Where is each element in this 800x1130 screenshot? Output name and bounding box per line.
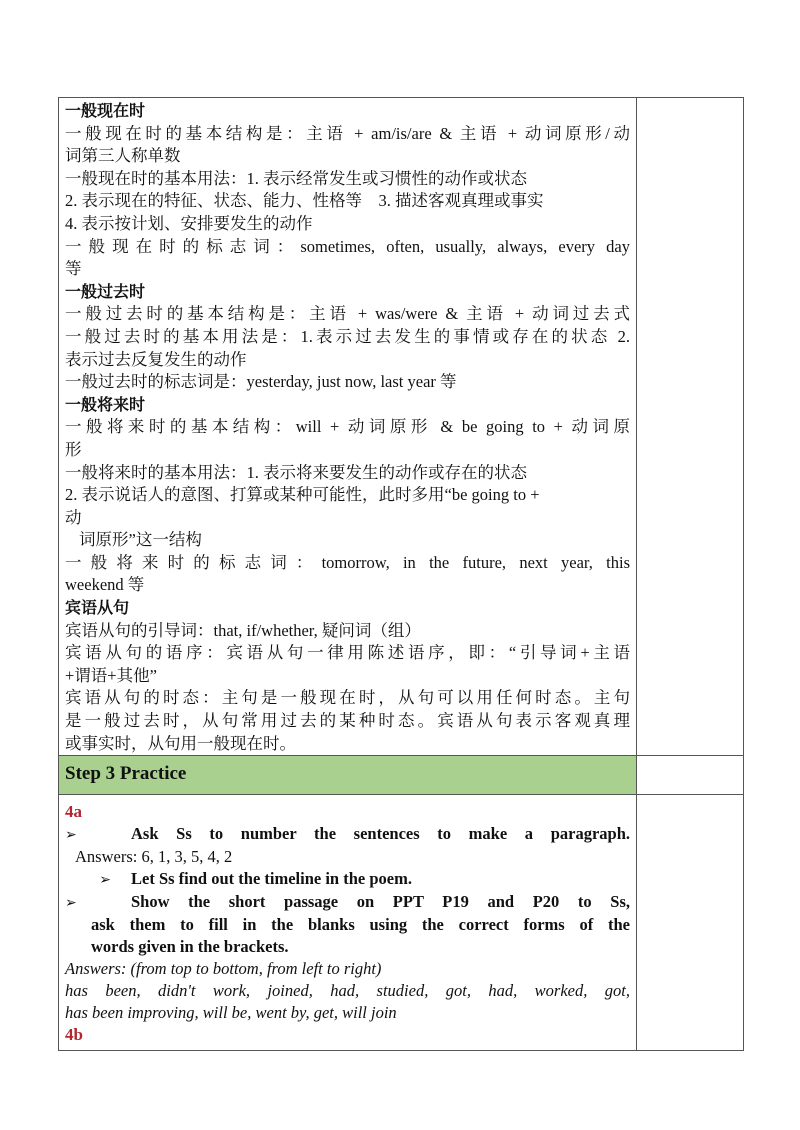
text-line: 等 (65, 259, 82, 279)
text-line: 形 (65, 439, 82, 459)
answers-text: Answers: 6, 1, 3, 5, 4, 2 (75, 847, 233, 867)
bullet-item (65, 868, 630, 891)
grammar-summary (59, 98, 636, 755)
text-line: 一般将来时的基本用法：1. 表示将来要发生的动作或存在的状态 (65, 462, 527, 482)
text-line: 一般将来时的标志词：tomorrow, in the future, next year, this (65, 552, 630, 572)
activity-label-4a: 4a (65, 802, 82, 822)
bullet-text: Show the short passage on PPT P19 and P20 to Ss, (131, 892, 630, 912)
text-line: 表示过去反复发生的动作 (65, 349, 247, 369)
arrow-bullet-icon: ➢ (99, 872, 111, 889)
text-line: 一般现在时的基本结构是：主语 + am/is/are & 主语 + 动词原形/动 (65, 123, 630, 143)
text-line: +谓语+其他” (65, 665, 157, 685)
practice-notes-cell (637, 795, 744, 1051)
text-line: 一般现在时的标志词：sometimes, often, usually, always, every day (65, 236, 630, 256)
step-header-row (59, 756, 744, 795)
text-line: 一般过去时的基本用法是：1.表示过去发生的事情或存在的状态 2. (65, 326, 630, 346)
step-notes-cell (637, 756, 744, 795)
bullet-item (65, 823, 630, 846)
text-line: 一般将来时的基本结构：will + 动词原形 & be going to + 动词原 (65, 417, 630, 437)
activity-label-4b: 4b (65, 1025, 83, 1045)
text-line: 动 (65, 507, 82, 527)
grammar-row (59, 98, 744, 756)
notes-cell (637, 98, 744, 756)
text-line: 4. 表示按计划、安排要发生的动作 (65, 213, 313, 233)
text-line: 宾语从句的时态：主句是一般现在时，从句可以用任何时态。主句 (65, 688, 630, 708)
text-line: 2. 表示说话人的意图、打算或某种可能性，此时多用“be going to + (65, 485, 540, 505)
text-line: 2. 表示现在的特征、状态、能力、性格等 3. 描述客观真理或事实 (65, 191, 544, 211)
heading-object-clause: 宾语从句 (65, 598, 130, 618)
heading-present-tense: 一般现在时 (65, 101, 146, 120)
text-line: weekend 等 (65, 575, 145, 595)
step-header-cell (59, 756, 637, 795)
bullet-text: Ask Ss to number the sentences to make a paragraph. (131, 824, 630, 844)
answers-text: has been, didn't work, joined, had, studied, got, had, worked, got, (65, 981, 630, 1001)
step-title: Step 3 Practice (65, 763, 187, 785)
text-line: 宾语从句的语序：宾语从句一律用陈述语序，即：“引导词+主语 (65, 643, 630, 663)
bullet-continuation: words given in the brackets. (91, 937, 289, 957)
text-line: 宾语从句的引导词：that, if/whether, 疑问词（组） (65, 620, 421, 640)
bullet-item (65, 891, 630, 914)
bullet-continuation: ask them to fill in the blanks using the correct forms of the (91, 915, 630, 935)
answers-text: has been improving, will be, went by, get, will join (65, 1003, 397, 1023)
bullet-text: Let Ss find out the timeline in the poem. (131, 869, 412, 889)
text-line: 一般过去时的标志词是：yesterday, just now, last year 等 (65, 372, 457, 392)
text-line: 一般现在时的基本用法：1. 表示经常发生或习惯性的动作或状态 (65, 168, 527, 188)
text-line: 词原形”这一结构 (79, 530, 202, 550)
lesson-plan-table (58, 97, 744, 1051)
text-line: 是一般过去时，从句常用过去的某种时态。宾语从句表示客观真理 (65, 711, 630, 731)
arrow-bullet-icon: ➢ (65, 895, 77, 912)
text-line: 或事实时，从句用一般现在时。 (65, 733, 296, 753)
heading-past-tense: 一般过去时 (65, 281, 146, 301)
grammar-cell (59, 98, 637, 756)
heading-future-tense: 一般将来时 (65, 394, 146, 414)
practice-cell (59, 795, 637, 1051)
practice-row (59, 795, 744, 1051)
answers-heading: Answers: (from top to bottom, from left to right) (65, 959, 382, 979)
text-line: 一般过去时的基本结构是：主语 + was/were & 主语 + 动词过去式 (65, 304, 630, 324)
text-line: 词第三人称单数 (65, 146, 181, 166)
practice-content (59, 795, 636, 1050)
arrow-bullet-icon: ➢ (65, 827, 77, 844)
